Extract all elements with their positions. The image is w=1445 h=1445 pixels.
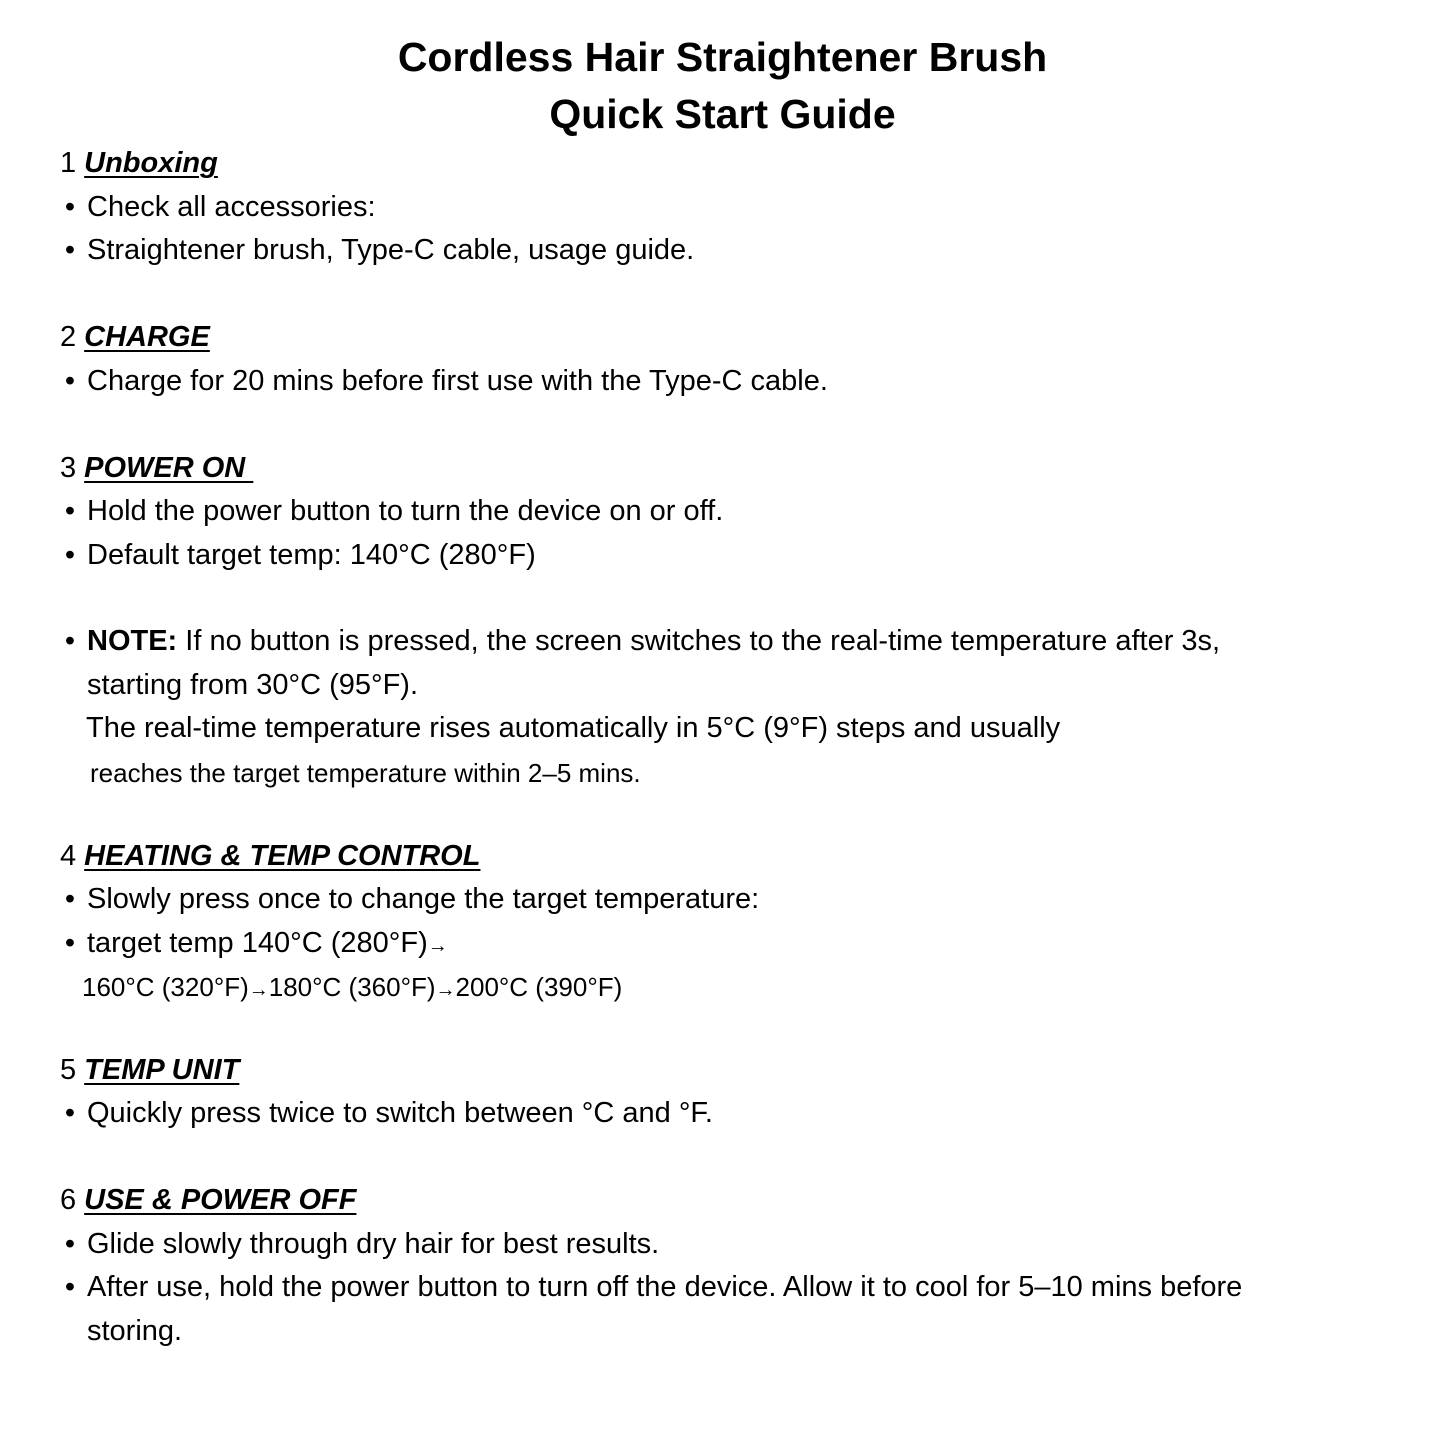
section-heading-text: POWER ON	[84, 452, 254, 484]
bullet-icon: •	[64, 883, 76, 915]
list-item-text: Slowly press once to change the target temperature:	[87, 883, 760, 915]
section-heading-text: Unboxing	[84, 147, 218, 179]
list-item-text: Default target temp: 140°C (280°F)	[87, 539, 536, 571]
list-item-text: Hold the power button to turn the device on or off.	[87, 495, 724, 527]
temperature-step: 200°C (390°F)	[455, 972, 623, 1002]
section-heading-heating	[60, 838, 480, 874]
section-number: 3	[60, 452, 77, 484]
arrow-right-icon: →	[435, 979, 456, 1001]
bullet-icon: •	[64, 234, 76, 266]
list-item-text: Straightener brush, Type-C cable, usage guide.	[87, 234, 695, 266]
note-text-line: reaches the target temperature within 2–5 mins.	[90, 758, 641, 788]
note-text-line: The real-time temperature rises automatically in 5°C (9°F) steps and usually	[86, 712, 1061, 744]
section-number: 1	[60, 147, 77, 179]
section-number: 4	[60, 840, 77, 872]
section-heading-temp-unit	[60, 1052, 239, 1088]
bullet-icon: •	[64, 365, 76, 397]
bullet-icon: •	[64, 539, 76, 571]
temperature-step: 160°C (320°F)	[82, 972, 249, 1002]
list-item-text-continued: storing.	[87, 1315, 183, 1347]
bullet-icon: •	[64, 495, 76, 527]
bullet-icon: •	[64, 1228, 76, 1260]
section-heading-text: CHARGE	[84, 321, 210, 353]
section-heading-unboxing	[60, 145, 218, 181]
list-item-text: Glide slowly through dry hair for best results.	[87, 1228, 660, 1260]
arrow-right-icon: →	[248, 979, 269, 1001]
temperature-sequence	[82, 969, 622, 1008]
temperature-step: 180°C (360°F)	[268, 972, 436, 1002]
note-label: NOTE:	[87, 625, 178, 657]
section-heading-text: HEATING & TEMP CONTROL	[84, 840, 481, 872]
bullet-icon: •	[64, 625, 76, 657]
section-heading-power-on	[60, 450, 253, 486]
list-item-text: Check all accessories:	[87, 191, 376, 223]
section-heading-use-power-off	[60, 1182, 356, 1218]
arrow-right-icon: →	[427, 935, 448, 957]
section-heading-text: TEMP UNIT	[84, 1054, 240, 1086]
bullet-icon: •	[64, 927, 76, 959]
section-number: 2	[60, 321, 77, 353]
list-item-text: target temp 140°C (280°F)	[87, 927, 428, 959]
page-title: Cordless Hair Straightener Brush	[397, 34, 1048, 80]
section-number: 6	[60, 1184, 77, 1216]
list-item-text: Quickly press twice to switch between °C and °F.	[87, 1097, 713, 1129]
note-text-line: starting from 30°C (95°F).	[87, 669, 419, 701]
section-heading-text: USE & POWER OFF	[84, 1184, 357, 1216]
bullet-icon: •	[64, 1271, 76, 1303]
note-text: If no button is pressed, the screen switches to the real-time temperature after 3s,	[177, 625, 1221, 657]
page-subtitle: Quick Start Guide	[549, 91, 896, 137]
list-item-text: After use, hold the power button to turn off the device. Allow it to cool for 5–10 mins before	[87, 1271, 1243, 1303]
section-number: 5	[60, 1054, 77, 1086]
bullet-icon: •	[64, 191, 76, 223]
bullet-icon: •	[64, 1097, 76, 1129]
list-item-text: Charge for 20 mins before first use with the Type-C cable.	[87, 365, 828, 397]
section-heading-charge	[60, 319, 210, 355]
